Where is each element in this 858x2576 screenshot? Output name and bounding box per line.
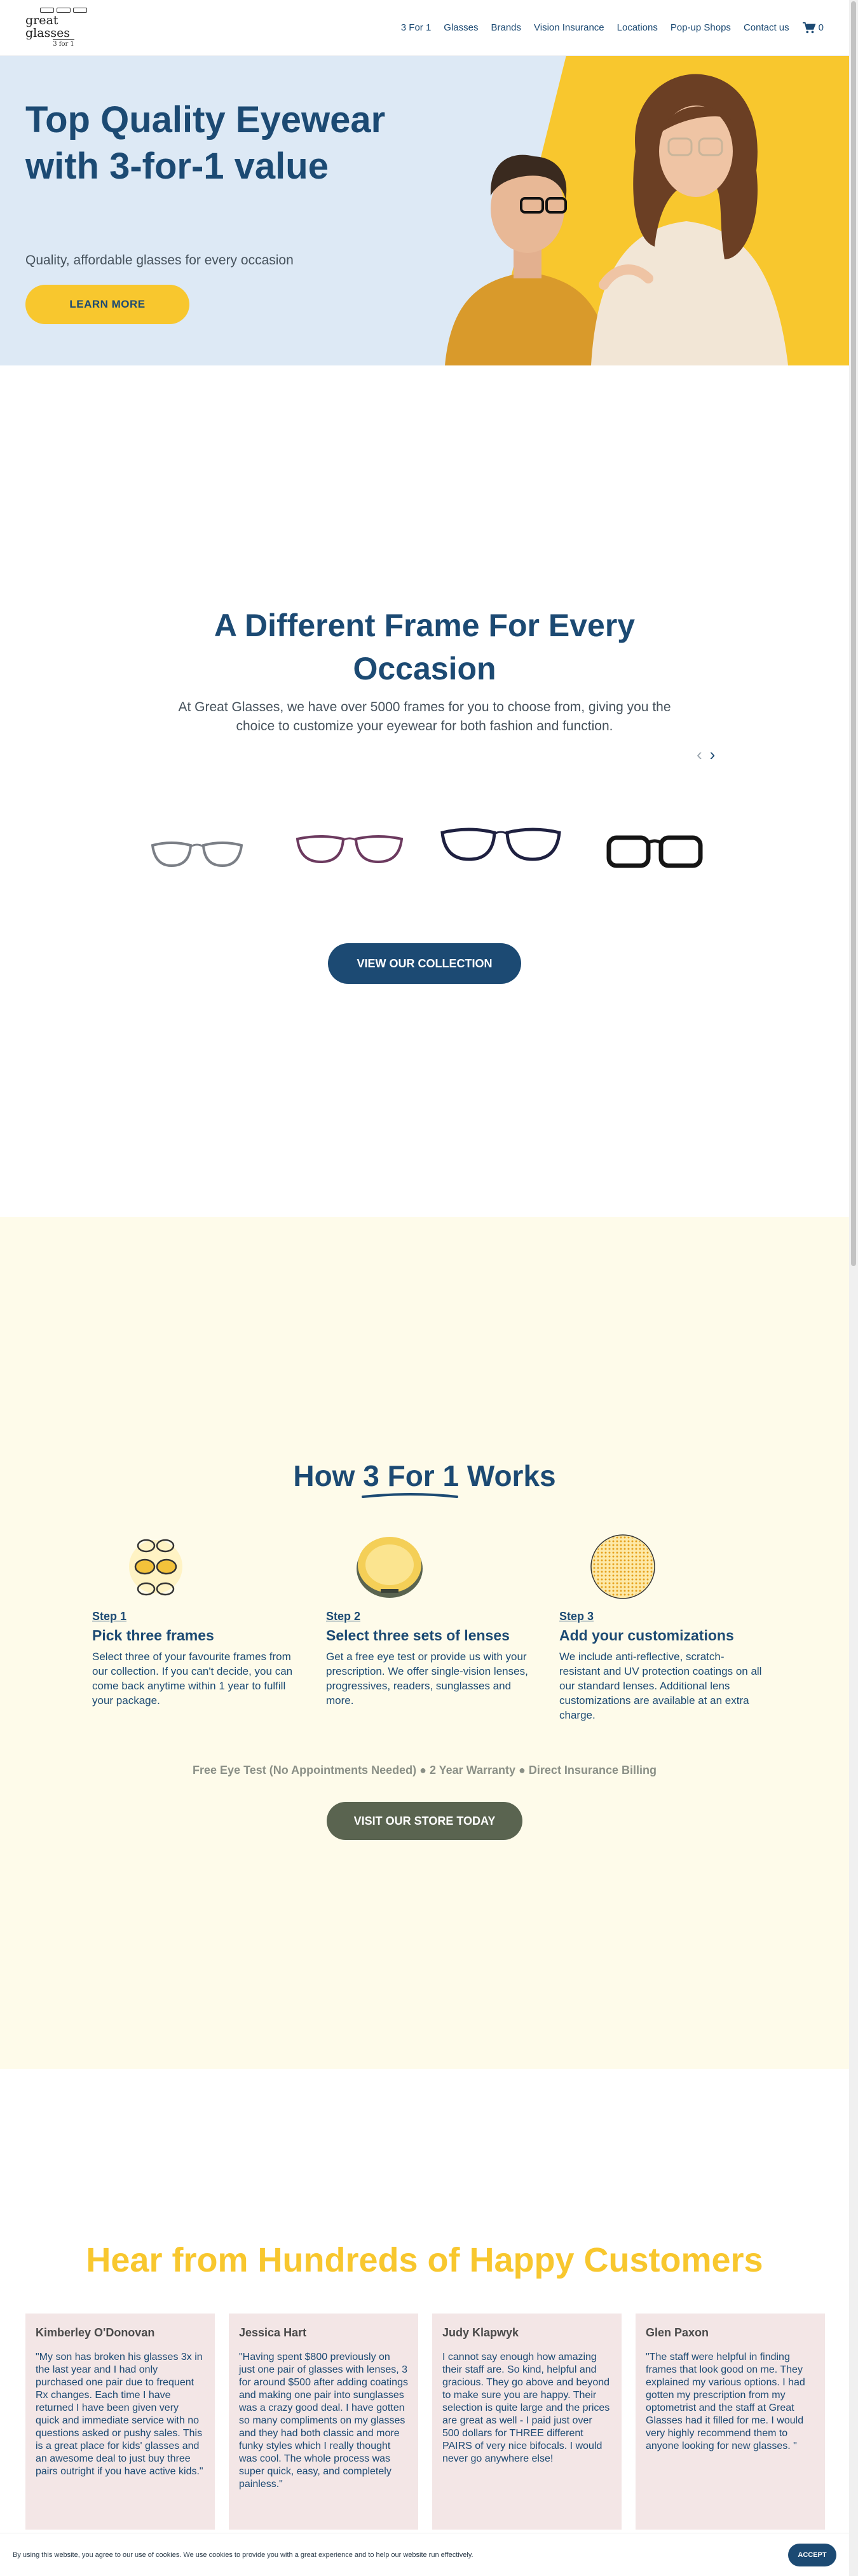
- step-2-title: Select three sets of lenses: [326, 1627, 510, 1644]
- nav-brands[interactable]: Brands: [491, 22, 522, 33]
- eyeglasses-navy-image[interactable]: [437, 820, 564, 877]
- nav-pop-up-shops[interactable]: Pop-up Shops: [670, 22, 731, 33]
- step-3-text: We include anti-reflective, scratch-resistant and UV protection coatings on all our standard lenses. Additional lens customizations are available at an extra charge.: [559, 1651, 762, 1721]
- testimonial-text: "Having spent $800 previously on just one pair of glasses with lenses, 3 for around $500 after adding coatings and making one pair into sunglasses was a crazy good deal. I have gotten so many compliments on my glasses and they had both classic and more funky styles which I really thought was cool. The whole process was super quick, easy, and completely painless.": [239, 2352, 408, 2490]
- perks-line: Free Eye Test (No Appointments Needed) ● 2 Year Warranty ● Direct Insurance Billing: [193, 1764, 657, 1776]
- testimonial-author: Jessica Hart: [239, 2326, 307, 2339]
- scrollbar-thumb[interactable]: [851, 1, 856, 1266]
- step-3-title: Add your customizations: [559, 1627, 734, 1644]
- step-3-number: Step 3: [559, 1610, 594, 1623]
- cart-count: 0: [818, 22, 824, 33]
- testimonial-text: I cannot say enough how amazing their staff are. So kind, helpful and gracious. They go above and beyond to make sure you are happy. Their selection is quite large and the prices are great as well - I paid just over 500 dollars for THREE different PAIRS of very nice bifocals. I would never go anywhere else!: [442, 2352, 610, 2464]
- testimonial-card: [229, 2314, 418, 2530]
- testimonial-author: Judy Klapwyk: [442, 2326, 519, 2339]
- testimonial-author: Kimberley O'Donovan: [36, 2326, 155, 2339]
- main-nav: [401, 22, 824, 34]
- step-2-text: Get a free eye test or provide us with your prescription. We offer single-vision lenses, progressives, readers, sunglasses and more.: [326, 1651, 528, 1707]
- step-2: [326, 1532, 529, 1708]
- logo[interactable]: [25, 8, 102, 48]
- eyeglasses-purple-image[interactable]: [292, 820, 407, 877]
- glasses-logo-icon: [40, 8, 87, 13]
- learn-more-button[interactable]: LEARN MORE: [25, 285, 189, 324]
- how-title-post: Works: [459, 1459, 556, 1492]
- step-1-title: Pick three frames: [92, 1627, 214, 1644]
- nav-contact-us[interactable]: Contact us: [743, 22, 789, 33]
- hero-couple-image: [445, 56, 849, 365]
- underline-swoosh-icon: [360, 1490, 460, 1501]
- chevron-right-icon[interactable]: ›: [709, 745, 716, 764]
- cookie-text: By using this website, you agree to our use of cookies. We use cookies to provide you with a great experience and to help our website run effectively.: [13, 2551, 473, 2559]
- how-title-pre: How: [293, 1459, 364, 1492]
- three-frames-icon: [118, 1532, 194, 1602]
- step-1: [92, 1532, 296, 1708]
- how-section-title: [0, 1459, 849, 1493]
- hero-banner: [0, 56, 849, 365]
- lens-icon: [351, 1532, 428, 1602]
- nav-glasses[interactable]: Glasses: [444, 22, 479, 33]
- accept-cookies-button[interactable]: ACCEPT: [788, 2544, 836, 2566]
- site-header: [0, 0, 849, 56]
- nav-locations[interactable]: Locations: [616, 22, 658, 33]
- visit-store-button[interactable]: VISIT OUR STORE TODAY: [327, 1802, 522, 1840]
- coating-icon: [585, 1532, 661, 1602]
- view-collection-button[interactable]: VIEW OUR COLLECTION: [328, 943, 521, 984]
- step-2-number: Step 2: [326, 1610, 361, 1623]
- frames-section-title: A Different Frame For Every Occasion: [214, 608, 636, 686]
- how-title-highlight: 3 For 1: [363, 1459, 459, 1493]
- eyeglasses-silver-image[interactable]: [146, 820, 248, 877]
- testimonial-author: Glen Paxon: [646, 2326, 709, 2339]
- cart-icon: [802, 22, 816, 34]
- logo-text: great glasses: [25, 13, 71, 40]
- eyeglasses-black-image[interactable]: [604, 820, 705, 877]
- hero-subtitle: Quality, affordable glasses for every occasion: [25, 253, 294, 268]
- frames-section-description: At Great Glasses, we have over 5000 frames for you to choose from, giving you the choice to customize your eyewear for both fashion and function.: [178, 700, 671, 733]
- testimonial-card: [432, 2314, 622, 2530]
- cart-button[interactable]: [802, 22, 824, 34]
- logo-subtext: 3 for 1: [53, 41, 74, 48]
- nav-3-for-1[interactable]: 3 For 1: [400, 22, 432, 33]
- testimonial-text: "My son has broken his glasses 3x in the last year and I had only purchased one pair due to frequent Rx changes. Each time I have returned I have been given very quick and immediate service with no questions asked or pushy sales. This is a great place for kids' glasses and an awesome deal to just buy three pairs outright if you have active kids.": [36, 2352, 203, 2477]
- nav-vision-insurance[interactable]: Vision Insurance: [534, 22, 604, 33]
- testimonials-title: Hear from Hundreds of Happy Customers: [86, 2241, 763, 2279]
- cookie-banner: [0, 2533, 849, 2576]
- carousel-nav: [697, 745, 715, 765]
- step-1-text: Select three of your favourite frames from our collection. If you can't decide, you can come back anytime within 1 year to fulfill your package.: [92, 1651, 293, 1707]
- step-3: [559, 1532, 763, 1722]
- testimonial-card: [25, 2314, 215, 2530]
- step-1-number: Step 1: [92, 1610, 127, 1623]
- testimonial-text: "The staff were helpful in finding frames that look good on me. They explained my various options. I had gotten my prescription from my optometrist and the staff at Great Glasses had it filled for me. I would very highly recommend them to anyone looking for new glasses. ": [646, 2352, 805, 2451]
- hero-title: Top Quality Eyewear with 3-for-1 value: [25, 99, 386, 187]
- how-it-works-section: [0, 1217, 849, 2069]
- testimonial-card: [636, 2314, 825, 2530]
- chevron-left-icon[interactable]: ‹: [697, 745, 702, 764]
